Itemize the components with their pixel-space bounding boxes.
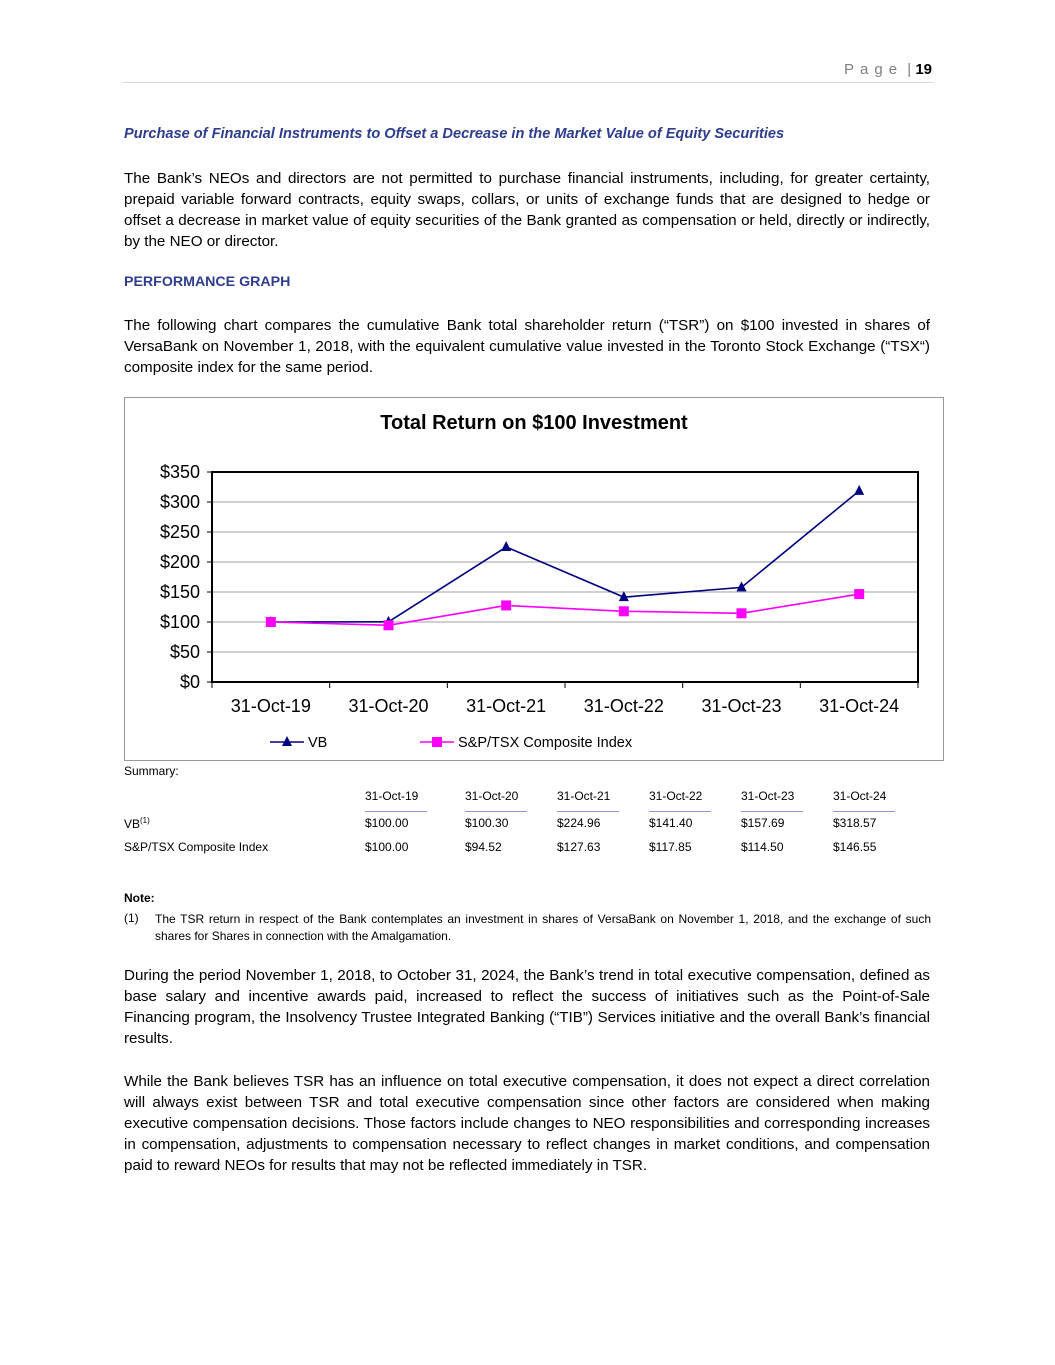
tsr-correlation-paragraph: While the Bank believes TSR has an influence on total executive compensation, it does not expect a direct correlation will always exist between TSR and total executive compensation since other factors are considered when making executive compensation decisions. Those factors include changes to NEO responsibilities and corresponding increases in compensation, adjustments to compensation necessary to reflect changes in market conditions, and compensation paid to reward NEOs for results that may not be reflected immediately in TSR. <box>124 1073 930 1174</box>
square-marker-icon <box>384 620 394 630</box>
x-tick-label: 31-Oct-23 <box>701 696 782 716</box>
chart-title: Total Return on $100 Investment <box>380 412 688 434</box>
x-tick-label: 31-Oct-21 <box>466 696 547 716</box>
page-word: Page <box>844 61 904 78</box>
table-column-header: 31-Oct-22 <box>649 789 703 803</box>
plot-frame <box>212 472 918 682</box>
table-column-header: 31-Oct-20 <box>465 789 519 803</box>
table-cell: $117.85 <box>649 840 692 854</box>
section-heading-performance-graph: PERFORMANCE GRAPH <box>124 274 291 290</box>
table-header-underline <box>833 811 895 812</box>
table-cell: $146.55 <box>833 840 877 854</box>
x-tick-label: 31-Oct-20 <box>348 696 429 716</box>
page-number: 19 <box>915 61 932 78</box>
note-number: (1) <box>124 911 139 925</box>
square-marker-icon <box>854 589 864 599</box>
table-cell: $318.57 <box>833 816 877 830</box>
compensation-trend-paragraph: During the period November 1, 2018, to October 31, 2024, the Bank’s trend in total executive compensation, defined as base salary and incentive awards paid, increased to reflect the success of initiatives such as the Point-of-Sale Financing program, the Insolvency Trustee Integrated Banking (“TIB”) Services initiative and the overall Bank’s financial results. <box>124 967 930 1047</box>
table-header-underline <box>365 811 427 812</box>
y-tick-label: $50 <box>169 642 200 662</box>
x-tick-label: 31-Oct-22 <box>583 696 664 716</box>
page-separator: | <box>907 61 912 78</box>
table-row-label: VB$^{(1)}$ <box>124 816 150 831</box>
square-marker-icon <box>501 600 511 610</box>
y-tick-label: $0 <box>179 672 200 692</box>
series-line <box>271 594 859 625</box>
legend-triangle-icon <box>282 736 292 746</box>
y-tick-label: $100 <box>159 612 200 632</box>
page-header <box>844 61 932 78</box>
x-tick-label: 31-Oct-19 <box>230 696 311 716</box>
performance-intro-paragraph: The following chart compares the cumulative Bank total shareholder return (“TSR”) on $100 invested in shares of VersaBank on November 1, 2018, with the equivalent cumulative value invested in the Toronto Stock Exchange (“TSX“) composite index for the same period. <box>124 317 930 376</box>
table-cell: $100.30 <box>465 816 509 830</box>
table-cell: $157.69 <box>741 816 785 830</box>
table-cell: $94.52 <box>465 840 502 854</box>
table-column-header: 31-Oct-24 <box>833 789 887 803</box>
table-cell: $127.63 <box>557 840 601 854</box>
chart-legend <box>270 735 633 751</box>
table-header-underline <box>741 811 803 812</box>
section-heading-hedging: Purchase of Financial Instruments to Offset a Decrease in the Market Value of Equity Securities <box>124 126 785 142</box>
x-tick-label: 31-Oct-24 <box>819 696 900 716</box>
legend-label: VB <box>308 735 328 751</box>
triangle-marker-icon <box>737 581 747 591</box>
square-marker-icon <box>737 608 747 618</box>
legend-label: S&P/TSX Composite Index <box>458 735 633 751</box>
table-column-header: 31-Oct-19 <box>365 789 419 803</box>
note-title: Note: <box>124 891 155 905</box>
table-cell: $100.00 <box>365 840 409 854</box>
chart-y-axis <box>160 462 212 692</box>
chart-plot <box>125 398 945 762</box>
header-divider <box>123 82 933 83</box>
legend-square-icon <box>432 737 442 747</box>
y-tick-label: $350 <box>159 462 200 482</box>
chart-series <box>266 485 864 630</box>
table-header-underline <box>557 811 619 812</box>
table-column-header: 31-Oct-21 <box>557 789 611 803</box>
y-tick-label: $150 <box>159 582 200 602</box>
square-marker-icon <box>266 617 276 627</box>
table-column-header: 31-Oct-23 <box>741 789 795 803</box>
triangle-marker-icon <box>501 541 511 551</box>
summary-label: Summary: <box>124 764 179 778</box>
series-line <box>271 491 859 622</box>
table-cell: $100.00 <box>365 816 409 830</box>
table-cell: $141.40 <box>649 816 693 830</box>
hedging-paragraph: The Bank’s NEOs and directors are not permitted to purchase financial instruments, including, for greater certainty, prepaid variable forward contracts, equity swaps, collars, or units of exchange funds that are designed to hedge or offset a decrease in market value of equity securities of the Bank granted as compensation or held, directly or indirectly, by the NEO or director. <box>124 170 930 250</box>
table-cell: $114.50 <box>741 840 784 854</box>
table-header-underline <box>649 811 711 812</box>
table-cell: $224.96 <box>557 816 601 830</box>
y-tick-label: $200 <box>159 552 200 572</box>
y-tick-label: $250 <box>159 522 200 542</box>
footnote-marker: (1) <box>140 816 150 825</box>
note-text: The TSR return in respect of the Bank contemplates an investment in shares of VersaBank on November 1, 2018, and the exchange of such shares for Shares in connection with the Amalgamation. <box>155 912 931 943</box>
chart-gridlines <box>212 472 918 682</box>
performance-chart <box>124 397 944 761</box>
table-row-label: S&P/TSX Composite Index <box>124 840 269 854</box>
table-header-underline <box>465 811 527 812</box>
chart-x-axis <box>212 682 918 716</box>
square-marker-icon <box>619 606 629 616</box>
triangle-marker-icon <box>854 485 864 495</box>
y-tick-label: $300 <box>159 492 200 512</box>
